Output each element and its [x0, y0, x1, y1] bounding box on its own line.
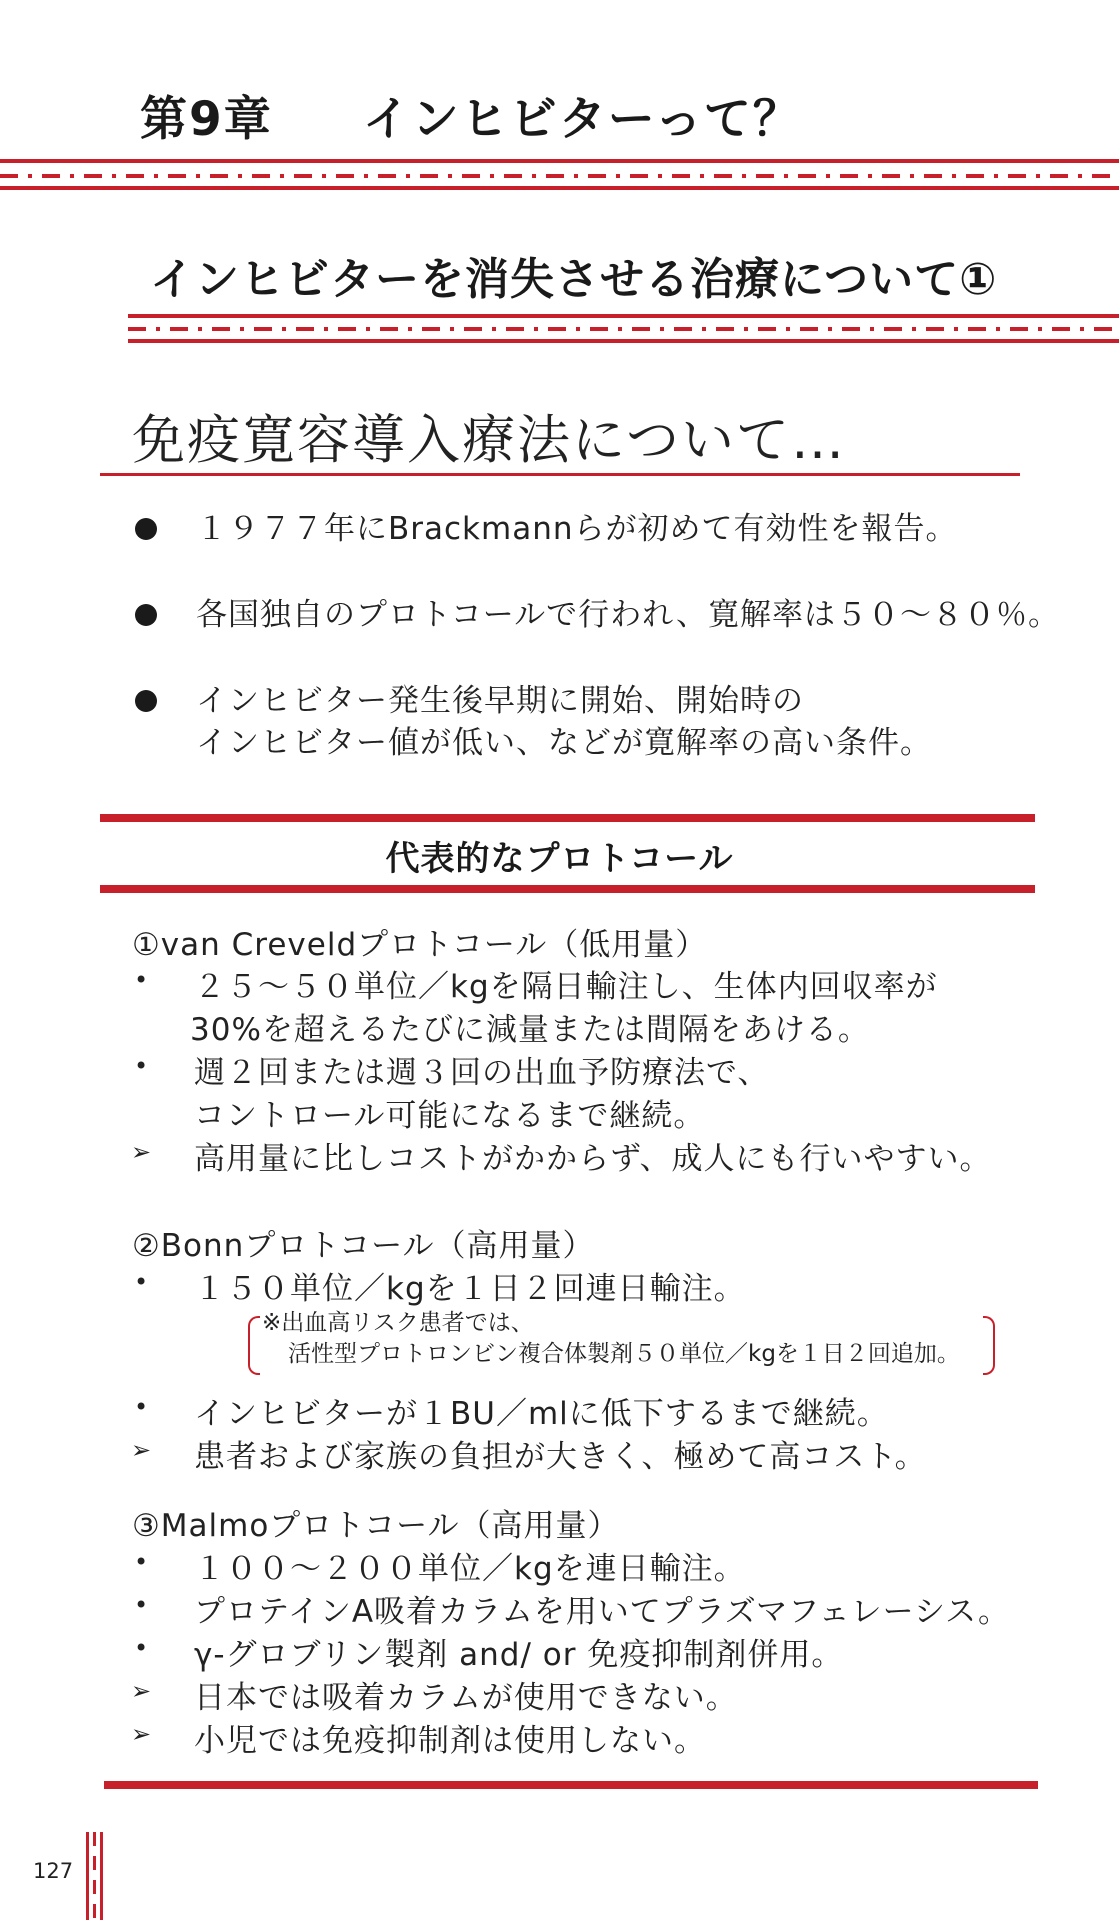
side-mark	[86, 1832, 89, 1920]
list-marker: •	[134, 1634, 149, 1662]
protocols-rule-end	[104, 1781, 1038, 1789]
list-item: １５０単位／kgを１日２回連日輸注。	[194, 1271, 746, 1307]
note-bracket-left	[248, 1316, 260, 1375]
list-item: 小児では免疫抑制剤は使用しない。	[194, 1723, 706, 1759]
list-item: １００～２００単位／kgを連日輸注。	[194, 1551, 746, 1587]
list-marker: ➢	[131, 1436, 152, 1464]
list-marker: •	[134, 1268, 149, 1296]
chapter-heading	[140, 82, 802, 149]
note-line: ※出血高リスク患者では、	[262, 1310, 534, 1336]
list-item: コントロール可能になるまで継続。	[194, 1098, 706, 1134]
section-rule-dashed	[128, 327, 1119, 331]
list-marker: •	[134, 1548, 149, 1576]
page-number: 127	[33, 1859, 74, 1883]
list-item: 日本では吸着カラムが使用できない。	[194, 1680, 738, 1716]
list-item: 週２回または週３回の出血予防療法で、	[194, 1055, 770, 1091]
bullet-text: 各国独自のプロトコールで行われ、寛解率は５０～８０％。	[196, 597, 1060, 633]
bullet-dot	[135, 518, 157, 540]
chapter-title: インヒビターって？	[362, 92, 802, 147]
list-marker: ➢	[131, 1138, 152, 1166]
bullet-text: インヒビター値が低い、などが寛解率の高い条件。	[196, 725, 932, 761]
protocol-title: ②Bonnプロトコール（高用量）	[132, 1228, 595, 1264]
protocol-title: ①van Creveldプロトコール（低用量）	[132, 927, 708, 963]
section-rule-bottom	[128, 339, 1119, 343]
side-mark-dashed	[93, 1832, 96, 1920]
list-item: γ-グロブリン製剤 and/ or 免疫抑制剤併用。	[194, 1637, 844, 1673]
protocols-rule-top	[100, 814, 1035, 822]
bullet-text: １９７７年にBrackmannらが初めて有効性を報告。	[196, 511, 958, 547]
list-item: プロテインA吸着カラムを用いてプラズマフェレーシス。	[194, 1594, 1011, 1630]
protocol-title: ③Malmoプロトコール（高用量）	[132, 1508, 620, 1544]
list-marker: ➢	[131, 1720, 152, 1748]
list-item: 患者および家族の負担が大きく、極めて高コスト。	[194, 1439, 927, 1475]
list-item: 高用量に比しコストがかからず、成人にも行いやすい。	[194, 1141, 992, 1177]
list-marker: •	[134, 966, 149, 994]
protocols-heading: 代表的なプロトコール	[385, 839, 734, 879]
note-line: 活性型プロトロンビン複合体製剤５０単位／kgを１日２回追加。	[288, 1341, 960, 1367]
chapter-rule-top	[0, 159, 1119, 163]
page-heading: 免疫寛容導入療法について…	[132, 410, 846, 471]
list-item: インヒビターが１BU／mlに低下するまで継続。	[194, 1396, 889, 1432]
section-rule-top	[128, 314, 1119, 318]
chapter-rule-bottom	[0, 186, 1119, 190]
protocols-rule-bottom	[100, 885, 1035, 893]
list-item: ２５～５０単位／kgを隔日輸注し、生体内回収率が	[194, 969, 938, 1005]
note-bracket-right	[983, 1316, 995, 1375]
side-mark	[100, 1832, 103, 1920]
list-marker: •	[134, 1052, 149, 1080]
list-marker: ➢	[131, 1677, 152, 1705]
chapter-rule-dashed	[0, 174, 1119, 178]
chapter-number: 第9章	[140, 92, 273, 147]
bullet-dot	[135, 690, 157, 712]
list-marker: •	[134, 1393, 149, 1421]
section-title: インヒビターを消失させる治療について①	[150, 254, 998, 305]
heading-underline	[100, 473, 1020, 476]
bullet-dot	[135, 604, 157, 626]
list-item: 30%を超えるたびに減量または間隔をあける。	[190, 1012, 870, 1048]
bullet-text: インヒビター発生後早期に開始、開始時の	[196, 683, 804, 719]
list-marker: •	[134, 1591, 149, 1619]
